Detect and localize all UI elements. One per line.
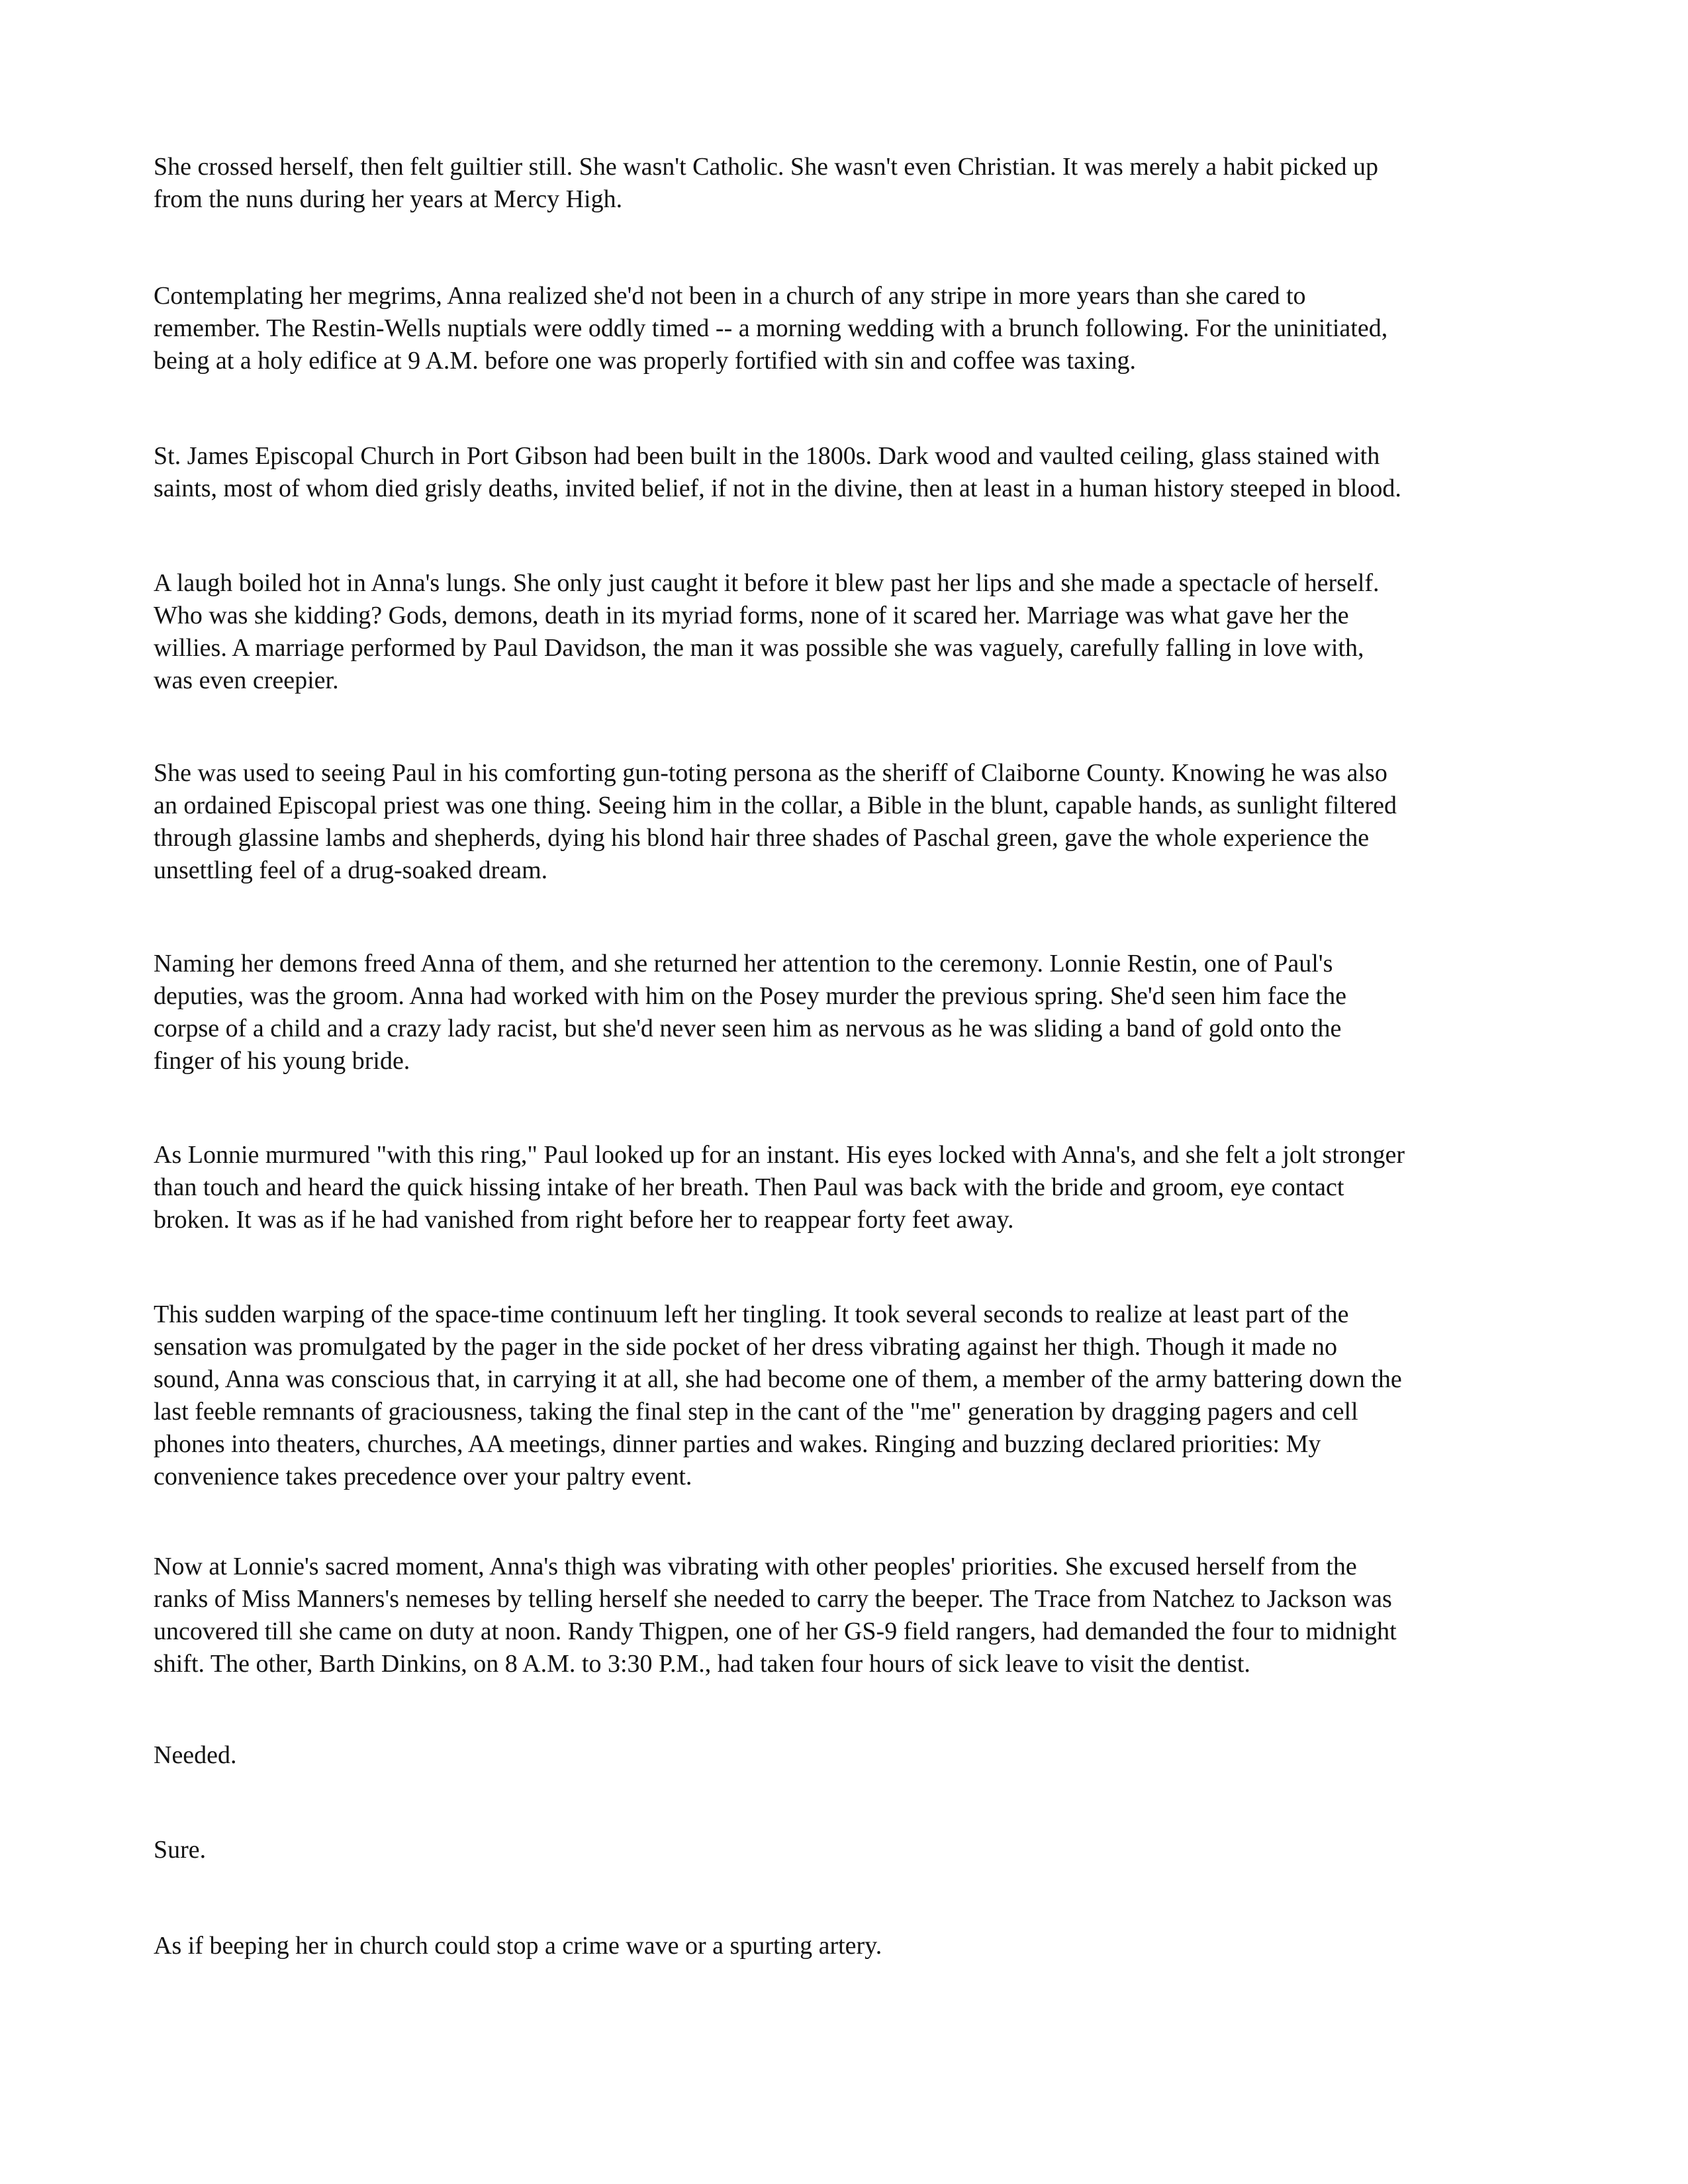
paragraph-3 bbox=[154, 440, 1550, 505]
paragraph-11 bbox=[154, 1834, 1550, 1866]
paragraph-1 bbox=[154, 151, 1550, 216]
text-line: ranks of Miss Manners's nemeses by telling herself she needed to carry the beeper. The Trace from Natchez to Jackson was bbox=[154, 1585, 1392, 1613]
text-line: saints, most of whom died grisly deaths, invited belief, if not in the divine, then at least in a human history steeped in blood. bbox=[154, 475, 1401, 502]
text-line: corpse of a child and a crazy lady racist, but she'd never seen him as nervous as he was sliding a band of gold onto the bbox=[154, 1015, 1342, 1042]
text-line: She crossed herself, then felt guiltier still. She wasn't Catholic. She wasn't even Christian. It was merely a habit picked up bbox=[154, 153, 1378, 181]
text-line: was even creepier. bbox=[154, 666, 339, 694]
text-line: deputies, was the groom. Anna had worked with him on the Posey murder the previous spring. She'd seen him face the bbox=[154, 982, 1346, 1010]
paragraph-4 bbox=[154, 567, 1550, 697]
text-line: Naming her demons freed Anna of them, and she returned her attention to the ceremony. Lonnie Restin, one of Paul's bbox=[154, 950, 1333, 978]
text-line: As Lonnie murmured "with this ring," Paul looked up for an instant. His eyes locked with Anna's, and she felt a jolt stronger bbox=[154, 1141, 1405, 1169]
text-line: sensation was promulgated by the pager in the side pocket of her dress vibrating against her thigh. Though it made no bbox=[154, 1333, 1338, 1361]
text-line: She was used to seeing Paul in his comforting gun-toting persona as the sheriff of Claiborne County. Knowing he was also bbox=[154, 759, 1387, 787]
text-line: being at a holy edifice at 9 A.M. before one was properly fortified with sin and coffee was taxing. bbox=[154, 347, 1137, 375]
text-line: sound, Anna was conscious that, in carrying it at all, she had become one of them, a member of the army battering down the bbox=[154, 1365, 1402, 1393]
text-line: A laugh boiled hot in Anna's lungs. She only just caught it before it blew past her lips and she made a spectacle of herself. bbox=[154, 569, 1380, 597]
text-line: As if beeping her in church could stop a crime wave or a spurting artery. bbox=[154, 1932, 882, 1960]
paragraph-12 bbox=[154, 1930, 1550, 1962]
text-line: convenience takes precedence over your paltry event. bbox=[154, 1463, 692, 1490]
text-line: finger of his young bride. bbox=[154, 1047, 410, 1075]
paragraph-8 bbox=[154, 1298, 1550, 1493]
text-line: St. James Episcopal Church in Port Gibson had been built in the 1800s. Dark wood and vaulted ceiling, glass stained with bbox=[154, 442, 1380, 470]
text-line: last feeble remnants of graciousness, taking the final step in the cant of the "me" generation by dragging pagers and cell bbox=[154, 1398, 1358, 1426]
text-line: remember. The Restin-Wells nuptials were oddly timed -- a morning wedding with a brunch following. For the uninitiated, bbox=[154, 314, 1388, 342]
text-line: This sudden warping of the space-time continuum left her tingling. It took several seconds to realize at least part of the bbox=[154, 1300, 1349, 1328]
text-line: from the nuns during her years at Mercy High. bbox=[154, 185, 623, 213]
text-line: Sure. bbox=[154, 1836, 207, 1864]
text-line: unsettling feel of a drug-soaked dream. bbox=[154, 856, 548, 884]
paragraph-9 bbox=[154, 1551, 1550, 1680]
text-line: Contemplating her megrims, Anna realized she'd not been in a church of any stripe in more years than she cared to bbox=[154, 282, 1306, 310]
text-line: Now at Lonnie's sacred moment, Anna's thigh was vibrating with other peoples' priorities. She excused herself from the bbox=[154, 1553, 1357, 1580]
text-line: Needed. bbox=[154, 1741, 237, 1769]
paragraph-6 bbox=[154, 948, 1550, 1077]
text-line: an ordained Episcopal priest was one thing. Seeing him in the collar, a Bible in the blunt, capable hands, as sunlight filtered bbox=[154, 792, 1397, 819]
paragraph-5 bbox=[154, 757, 1550, 887]
text-line: shift. The other, Barth Dinkins, on 8 A.M. to 3:30 P.M., had taken four hours of sick leave to visit the dentist. bbox=[154, 1650, 1250, 1678]
text-line: than touch and heard the quick hissing intake of her breath. Then Paul was back with the bride and groom, eye contact bbox=[154, 1173, 1344, 1201]
paragraph-10 bbox=[154, 1739, 1550, 1772]
text-line: Who was she kidding? Gods, demons, death in its myriad forms, none of it scared her. Marriage was what gave her the bbox=[154, 602, 1349, 629]
paragraph-2 bbox=[154, 280, 1550, 377]
paragraph-7 bbox=[154, 1139, 1550, 1236]
text-line: broken. It was as if he had vanished from right before her to reappear forty feet away. bbox=[154, 1206, 1014, 1234]
text-line: willies. A marriage performed by Paul Davidson, the man it was possible she was vaguely, carefully falling in love with, bbox=[154, 634, 1364, 662]
text-line: uncovered till she came on duty at noon. Randy Thigpen, one of her GS-9 field rangers, had demanded the four to midnight bbox=[154, 1617, 1397, 1645]
text-line: through glassine lambs and shepherds, dying his blond hair three shades of Paschal green, gave the whole experience the bbox=[154, 824, 1370, 852]
text-line: phones into theaters, churches, AA meetings, dinner parties and wakes. Ringing and buzzing declared priorities: My bbox=[154, 1430, 1321, 1458]
